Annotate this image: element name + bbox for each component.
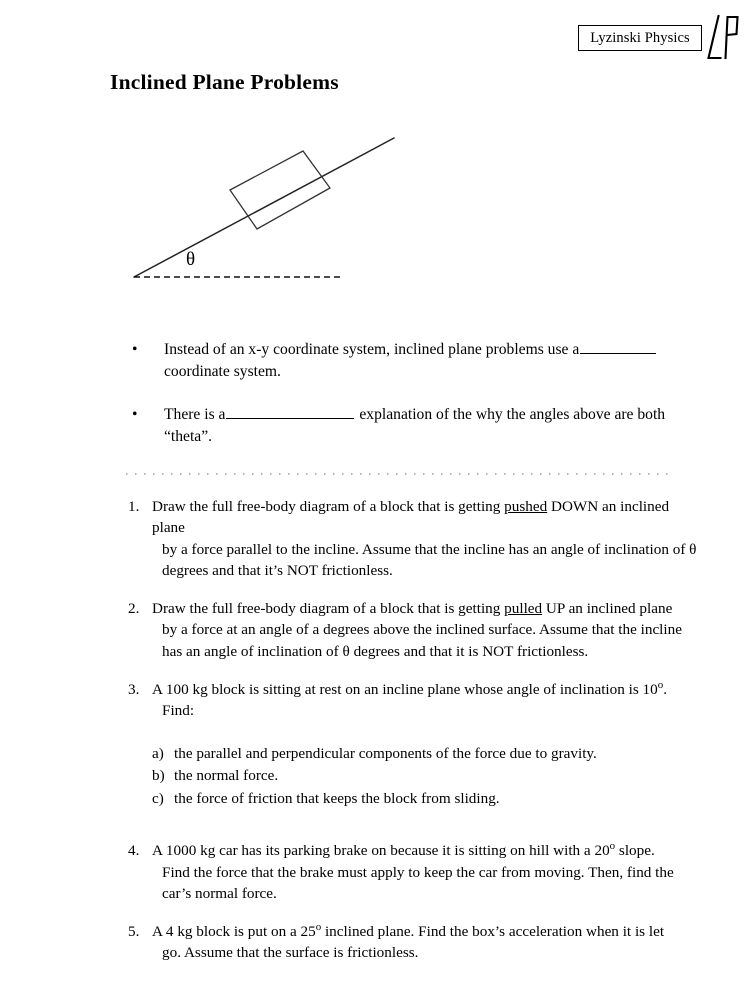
problem-item-4 bbox=[128, 840, 704, 904]
incline-surface-line bbox=[134, 138, 394, 277]
inclined-plane-diagram bbox=[118, 122, 418, 294]
bullet-text-part1: Instead of an x-y coordinate system, inclined plane problems use a bbox=[164, 340, 580, 358]
degree-symbol: o bbox=[657, 678, 664, 691]
sub-item-label: a) bbox=[152, 744, 164, 762]
bullet-item-theta-explanation bbox=[128, 403, 708, 448]
angle-theta-label: θ bbox=[186, 249, 196, 270]
sub-item-label: b) bbox=[152, 767, 165, 785]
bullet-text-part2: explanation of the why the angles above are both “theta”. bbox=[164, 405, 666, 446]
problem-text-line3: car’s normal force. bbox=[162, 884, 277, 902]
sub-item-label: c) bbox=[152, 789, 164, 807]
lp-monogram-logo-icon bbox=[705, 14, 741, 62]
problem-text-line2: Find the force that the brake must apply to keep the car from moving. Then, find the bbox=[162, 863, 674, 881]
bullet-text-part2: coordinate system. bbox=[164, 362, 281, 380]
degree-symbol: o bbox=[315, 921, 322, 934]
problem-number: 5. bbox=[128, 923, 140, 941]
problem-text-line2: by a force parallel to the incline. Assume that the incline has an angle of inclination of θ bbox=[162, 540, 697, 558]
bullet-marker-icon: • bbox=[132, 405, 138, 423]
sub-item-a bbox=[152, 743, 704, 766]
problem-text-a: Draw the full free-body diagram of a block that is getting bbox=[152, 600, 505, 618]
problem-number: 3. bbox=[128, 680, 140, 698]
problem-body bbox=[128, 496, 704, 581]
problem-body bbox=[128, 840, 704, 904]
problem-item-5 bbox=[128, 921, 704, 964]
problem-item-1 bbox=[128, 496, 704, 581]
fill-in-blank-explanation[interactable] bbox=[226, 403, 354, 419]
dotted-separator bbox=[126, 471, 674, 477]
concept-bullet-list bbox=[128, 338, 708, 468]
problem-body bbox=[128, 921, 704, 964]
sub-item-b bbox=[152, 765, 704, 788]
problem-text-find: Find: bbox=[162, 702, 195, 720]
sub-item-text: the parallel and perpendicular components of the force due to gravity. bbox=[174, 744, 597, 762]
problem-text-a: A 4 kg block is put on a 25 bbox=[152, 923, 316, 941]
problem-body bbox=[128, 679, 704, 810]
bullet-item-coordinate-system bbox=[128, 338, 708, 383]
problem-text-b: . bbox=[663, 680, 668, 698]
problem-text-b: DOWN an inclined plane bbox=[152, 498, 670, 537]
sub-item-text: the normal force. bbox=[174, 767, 279, 785]
sub-item-text: the force of friction that keeps the block from sliding. bbox=[174, 789, 500, 807]
bullet-text-part1: There is a bbox=[164, 405, 226, 423]
problem-body bbox=[128, 598, 704, 662]
sub-item-c bbox=[152, 788, 704, 811]
problem-text-a: Draw the full free-body diagram of a block that is getting bbox=[152, 498, 505, 515]
problem-text-line3: has an angle of inclination of θ degrees and that it is NOT frictionless. bbox=[162, 642, 589, 660]
problem-text-b: inclined plane. Find the box’s acceleration when it is let bbox=[321, 923, 665, 941]
problem-list bbox=[128, 496, 704, 981]
problem-number: 4. bbox=[128, 842, 140, 860]
problem-text-line2: by a force at an angle of a degrees above the inclined surface. Assume that the incline bbox=[162, 621, 682, 639]
problem-item-2 bbox=[128, 598, 704, 662]
brand-label-text: Lyzinski Physics bbox=[590, 29, 690, 46]
page-header bbox=[0, 0, 749, 64]
problem-number: 2. bbox=[128, 600, 140, 618]
brand-label-box bbox=[578, 25, 702, 51]
problem-3-sub-list bbox=[152, 724, 704, 811]
bullet-marker-icon: • bbox=[132, 340, 138, 358]
problem-text-a: A 1000 kg car has its parking brake on because it is sitting on hill with a 20 bbox=[152, 842, 610, 860]
problem-text-underlined: pulled bbox=[504, 600, 543, 618]
problem-text-line3: degrees and that it’s NOT frictionless. bbox=[162, 561, 393, 579]
problem-text-a: A 100 kg block is sitting at rest on an incline plane whose angle of inclination is 10 bbox=[152, 680, 658, 698]
degree-symbol: o bbox=[609, 840, 616, 853]
problem-item-3 bbox=[128, 679, 704, 810]
problem-text-b: slope. bbox=[615, 842, 655, 860]
problem-text-line2: go. Assume that the surface is frictionless. bbox=[162, 944, 419, 962]
problem-text-b: UP an inclined plane bbox=[542, 600, 673, 618]
page-title: Inclined Plane Problems bbox=[110, 70, 339, 95]
fill-in-blank-coordinate[interactable] bbox=[580, 338, 656, 354]
problem-text-underlined: pushed bbox=[504, 498, 548, 515]
problem-number: 1. bbox=[128, 498, 140, 515]
